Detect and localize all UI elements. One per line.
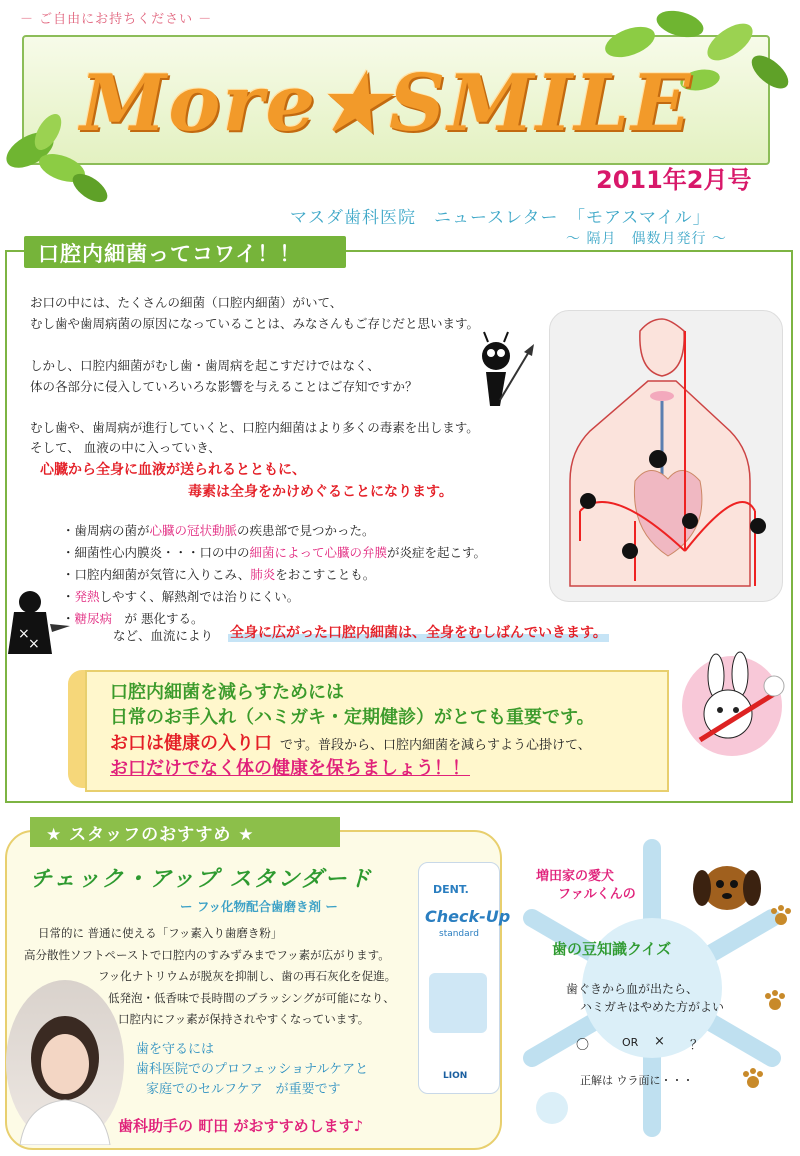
quiz-question: ハミガキはやめた方がよい [580, 1000, 725, 1014]
body-diagram [549, 310, 783, 602]
paragraph-line: お口の中には、たくさんの細菌（口腔内細菌）がいて、 [30, 295, 343, 310]
quiz-question-mark: ？ [690, 1038, 704, 1053]
germ-mascot-icon [470, 330, 540, 410]
publication-frequency: ～ 隔月 偶数月発行 ～ [566, 231, 727, 247]
issue-date: 2011年2月号 [596, 166, 752, 194]
quiz-title: 歯の豆知識クイズ [552, 940, 672, 958]
risk-bullet: ・発熱しやすく、解熱剤では治りにくい。 [62, 589, 300, 604]
care-message: 歯を守るには [136, 1042, 215, 1057]
quiz-intro: 増田家の愛犬 [536, 869, 615, 884]
advice-slogan: お口だけでなく体の健康を保ちましょう！！ [110, 758, 470, 779]
advice-line: お口は健康の入り口 です。普段から、口腔内細菌を減らすよう心掛けて、 [110, 733, 591, 754]
quiz-or: OR [622, 1036, 639, 1049]
product-feature: 日常的に 普通に使える「フッ素入り歯磨き粉」 [38, 926, 283, 940]
paragraph-line: むし歯や歯周病菌の原因になっていることは、みなさんもご存じだと思います。 [30, 316, 480, 331]
paragraph-line: むし歯や、歯周病が進行していくと、口腔内細菌はより多くの毒素を出します。 [30, 420, 479, 435]
paragraph-line: しかし、口腔内細菌がむし歯・歯周病を起こすだけではなく、 [30, 358, 380, 373]
risk-bullet: ・口腔内細菌が気管に入りこみ、肺炎をおこすことも。 [62, 567, 376, 582]
quiz-option-o[interactable]: 〇 [576, 1038, 590, 1053]
risk-bullet: ・細菌性心内膜炎・・・口の中の細菌によって心臓の弁膜が炎症を起こす。 [62, 545, 487, 560]
closing-lead: など、血流により [113, 628, 214, 643]
section-title: 口腔内細菌ってコワイ！！ [38, 242, 302, 266]
quiz-answer-hint: 正解は ウラ面に・・・ [580, 1074, 694, 1087]
svg-text:×: × [18, 626, 30, 642]
staff-photo [6, 980, 124, 1145]
care-message: 家庭でのセルフケア が重要です [146, 1082, 341, 1097]
product-name: チェック・アップ スタンダード [30, 866, 373, 892]
risk-bullet: ・歯周病の菌が心臓の冠状動脈の疾患部で見つかった。 [62, 523, 375, 538]
paw-print-icon [770, 905, 792, 927]
paragraph-line: そして、 血液の中に入っていき、 [30, 440, 221, 455]
clinic-name: マスダ歯科医院 ニュースレター 「モアスマイル」 [290, 208, 711, 228]
quiz-intro: ファルくんの [558, 887, 636, 902]
product-feature: フッ化ナトリウムが脱灰を抑制し、歯の再石灰化を促進。 [98, 969, 397, 983]
advice-line: 日常のお手入れ（ハミガキ・定期健診）がとても重要です。 [110, 707, 595, 728]
closing-statement: 全身に広がった口腔内細菌は、全身をむしばんでいきます。 [228, 622, 609, 642]
risk-bullet: ・糖尿病 が 悪化する。 [62, 611, 204, 626]
toothpaste-tube [418, 862, 511, 1094]
advice-line: 口腔内細菌を減らすためには [110, 682, 344, 703]
germ-sick-mascot-icon [6, 588, 76, 658]
dog-mascot-icon [692, 856, 762, 920]
care-message: 歯科医院でのプロフェッショナルケアと [136, 1062, 369, 1077]
paragraph-line: 体の各部分に侵入していろいろな影響を与えることはご存知ですか？ [30, 379, 418, 394]
product-feature: 高分散性ソフトペーストで口腔内のすみずみまでフッ素が広がります。 [24, 948, 390, 962]
tube-label-panel [429, 973, 487, 1033]
quiz-option-x[interactable]: × [654, 1034, 665, 1049]
product-feature: 口腔内にフッ素が保持されやすくなっています。 [118, 1012, 370, 1026]
product-subtitle: ー フッ化物配合歯磨き剤 ー [180, 899, 338, 914]
paw-print-icon [742, 1068, 764, 1090]
tube-maker: LION [443, 1071, 468, 1081]
section-title: ★ スタッフのおすすめ ★ [46, 825, 255, 845]
recommended-by: 歯科助手の 町田 がおすすめします♪ [118, 1117, 364, 1135]
tube-sub: standard [439, 929, 479, 939]
warning-line: 毒素は全身をかけめぐることになります。 [188, 484, 453, 500]
newsletter-logo: More★SMILE [80, 58, 693, 149]
warning-line: 心臓から全身に血液が送られるとともに、 [40, 462, 306, 478]
quiz-question: 歯ぐきから血が出たら、 [566, 982, 699, 996]
paw-print-icon [764, 990, 786, 1012]
svg-text:×: × [28, 636, 40, 652]
tagline: － ご自由にお持ちください － [20, 12, 213, 27]
tube-name: Check-Up [425, 907, 511, 926]
rabbit-toothbrush-icon [670, 650, 792, 762]
tube-brand: DENT. [433, 883, 469, 896]
product-feature: 低発泡・低香味で長時間のブラッシングが可能になり、 [108, 991, 395, 1005]
